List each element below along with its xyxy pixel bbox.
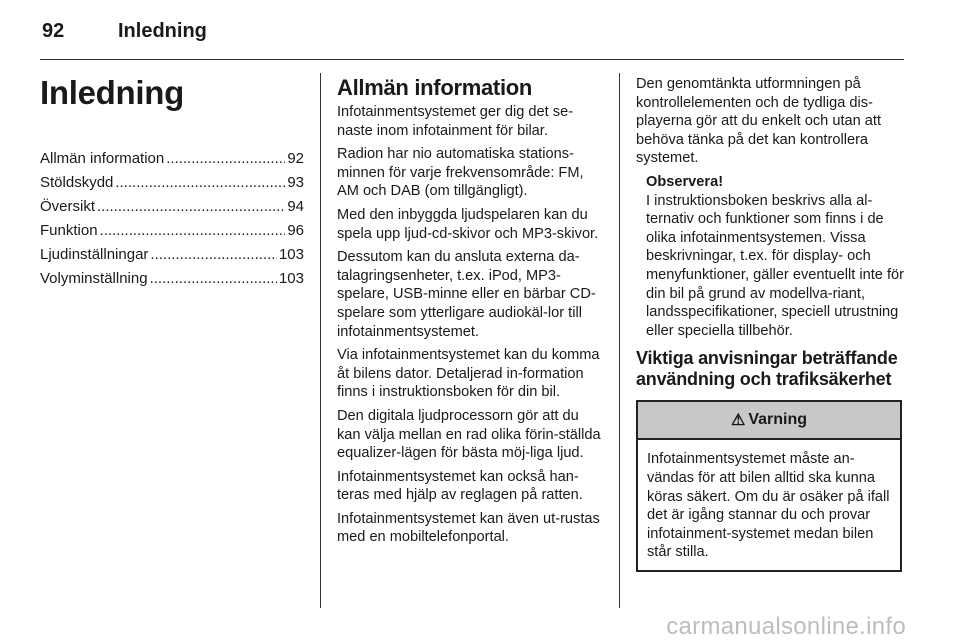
toc-entry-label: Stöldskydd	[40, 174, 114, 191]
page-header	[0, 0, 960, 62]
paragraph: Infotainmentsystemet kan också han-teras med hjälp av reglagen på ratten.	[337, 468, 583, 504]
warning-title: Varning	[748, 411, 808, 429]
toc-entry-page: 103	[278, 246, 304, 263]
note-title: Observera!	[646, 173, 724, 190]
toc-leader-dots	[150, 267, 277, 291]
toc-entry-page: 103	[278, 270, 304, 287]
right-text-column	[636, 75, 906, 572]
paragraph: Den digitala ljudprocessorn gör att du kan välja mellan en rad olika förin-ställda equalizer-lägen för bästa möj-liga ljud.	[337, 407, 601, 462]
subheading: Viktiga anvisningar beträffande användning och trafiksäkerhet	[636, 348, 898, 390]
toc-leader-dots	[97, 195, 285, 219]
toc-entry-page: 92	[287, 150, 304, 167]
toc-entry[interactable]	[40, 267, 304, 291]
toc-entry[interactable]	[40, 171, 304, 195]
note-text: I instruktionsboken beskrivs alla al-ternativ och funktioner som finns i de olika infotainmentsystemen. Vissa beskrivningar, t.ex. för display- och menyfunktioner, gäller eventuellt inte för din bil på grund av modellva-riant, landsspecifikationer, speciell utrustning eller speciella tillbehör.	[646, 192, 904, 339]
toc-entry-label: Översikt	[40, 198, 96, 215]
toc-entry-page: 96	[287, 222, 304, 239]
warning-triangle-icon: ⚠	[730, 412, 746, 430]
toc-entry-page: 93	[287, 174, 304, 191]
toc-entry[interactable]	[40, 243, 304, 267]
paragraph: Dessutom kan du ansluta externa da-talagringsenheter, t.ex. iPod, MP3-spelare, USB-minne eller en bärbar CD-spelare som ytterligare audiokäl-lor till infotainmentsystemet.	[337, 249, 596, 340]
toc-entry-page: 94	[287, 198, 304, 215]
toc-entry-label: Ljudinställningar	[40, 246, 149, 263]
note-block	[636, 173, 906, 340]
watermark: carmanualsonline.info	[666, 613, 906, 640]
warning-text: Infotainmentsystemet måste an-vändas för att bilen alltid ska kunna köras säkert. Om du är osäker på ifall det är igång stannar du och provar infotainment-systemet medan bilen står stilla.	[647, 451, 890, 561]
toc-entry-label: Volyminställning	[40, 270, 148, 287]
toc-leader-dots	[150, 243, 277, 267]
table-of-contents	[40, 147, 304, 291]
header-divider	[40, 59, 904, 60]
paragraph: Med den inbyggda ljudspelaren kan du spela upp ljud-cd-skivor och MP3-skivor.	[337, 206, 599, 242]
section-title: Allmän information	[337, 75, 533, 100]
warning-header	[638, 402, 900, 440]
paragraph: Via infotainmentsystemet kan du komma åt bilens dator. Detaljerad in-formation finns i instruktionsboken för din bil.	[337, 347, 600, 401]
paragraph: Infotainmentsystemet ger dig det se-naste inom infotainment för bilar.	[337, 104, 574, 139]
intro-paragraph: Den genomtänkta utformningen på kontrollelementen och de tydliga dis-playerna gör att du enkelt och utan att behöva tänka på det kan kontrollera systemet.	[636, 76, 882, 167]
warning-box	[636, 400, 902, 572]
toc-leader-dots	[166, 147, 285, 171]
toc-entry-label: Allmän information	[40, 150, 165, 167]
toc-entry[interactable]	[40, 219, 304, 243]
page-number: 92	[42, 20, 65, 42]
column-divider-left	[320, 73, 321, 608]
main-text-column	[337, 75, 605, 552]
toc-column	[40, 75, 304, 291]
column-divider-right	[619, 73, 620, 608]
toc-entry-label: Funktion	[40, 222, 98, 239]
toc-leader-dots	[115, 171, 285, 195]
toc-entry[interactable]	[40, 147, 304, 171]
paragraph: Radion har nio automatiska stations-minnen för varje frekvensområde: FM, AM och DAB (om tillgängligt).	[337, 146, 584, 200]
chapter-title: Inledning	[40, 74, 184, 111]
paragraph: Infotainmentsystemet kan även ut-rustas med en mobiltelefonportal.	[337, 510, 600, 546]
toc-leader-dots	[100, 219, 286, 243]
running-header-title: Inledning	[118, 20, 207, 42]
toc-entry[interactable]	[40, 195, 304, 219]
